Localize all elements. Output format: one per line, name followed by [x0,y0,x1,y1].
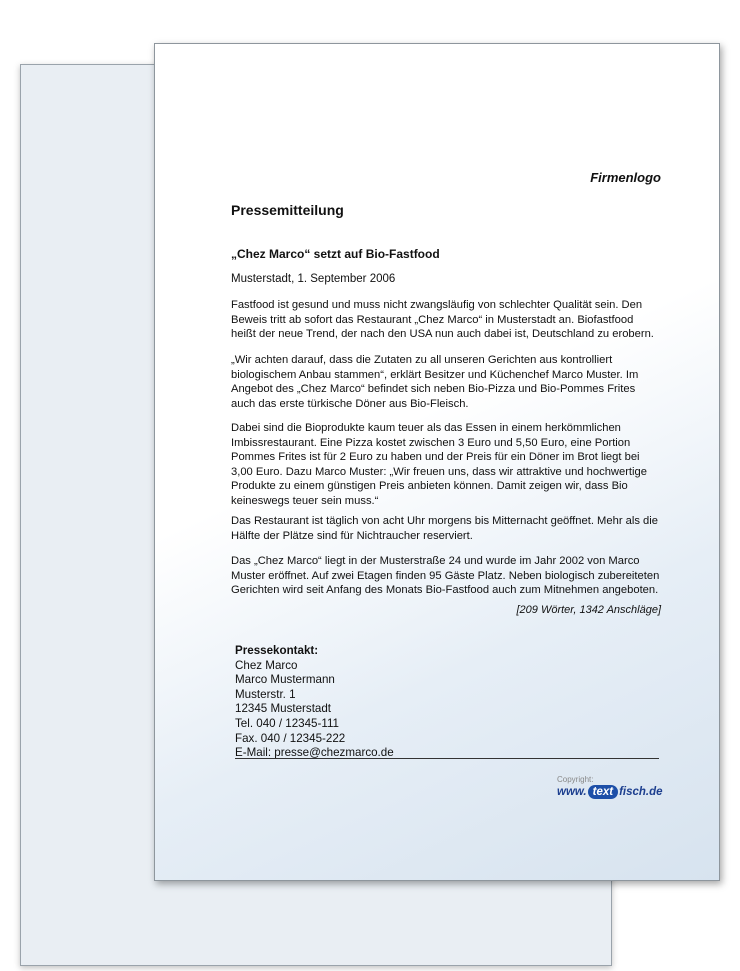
contact-company: Chez Marco [235,658,298,672]
contact-phone: Tel. 040 / 12345-111 [235,716,339,730]
word-count: [209 Wörter, 1342 Anschläge] [516,604,661,616]
brand-prefix: www. [557,786,587,798]
press-headline: „Chez Marco“ setzt auf Bio-Fastfood [231,247,440,261]
press-contact [235,644,394,761]
copyright-label: Copyright: [557,775,594,784]
contact-email: E-Mail: presse@chezmarco.de [235,746,394,760]
paragraph-5: Das „Chez Marco“ liegt in der Musterstraße 24 und wurde im Jahr 2002 von Marco Muster eröffnet. Auf zwei Etagen finden 95 Gäste Platz. Neben biologisch zubereiteten Gerichten wird seit Anfang des Monats Bio-Fastfood auch zum Mitnehmen angeboten. [231,555,660,597]
company-logo-placeholder: Firmenlogo [590,170,661,185]
textfisch-brand-logo [557,785,663,799]
paragraph-2: „Wir achten darauf, dass die Zutaten zu all unseren Gerichten aus kontrolliert biologischem Anbau stammen“, erklärt Besitzer und Küchenchef Marco Muster. Im Angebot des „Chez Marco“ befindet sich neben Bio-Pizza und Bio-Pommes Frites auch das erste türkische Döner aus Bio-Fleisch. [231,354,639,410]
footer-divider [235,758,659,759]
contact-street: Musterstr. 1 [235,687,296,701]
document-page [154,43,720,881]
brand-pill: text [588,785,618,799]
paragraph-1: Fastfood ist gesund und muss nicht zwangsläufig von schlechter Qualität sein. Den Beweis tritt ab sofort das Restaurant „Chez Marco“ in Musterstadt an. Biofastfood heißt der neue Trend, der nach den USA nun auch dabei ist, Deutschland zu erobern. [231,299,654,341]
document-title: Pressemitteilung [231,202,344,218]
paragraph-4: Das Restaurant ist täglich von acht Uhr morgens bis Mitternacht geöffnet. Mehr als die Hälfte der Plätze sind für Nichtraucher reserviert. [231,515,658,542]
brand-suffix: fisch.de [619,786,663,798]
contact-city: 12345 Musterstadt [235,702,332,716]
date-line: Musterstadt, 1. September 2006 [231,273,396,285]
contact-fax: Fax. 040 / 12345-222 [235,731,346,745]
paragraph-3: Dabei sind die Bioprodukte kaum teuer als das Essen in einem herkömmlichen Imbissrestaurant. Eine Pizza kostet zwischen 3 Euro und 5,50 Euro, eine Portion Pommes Frites ist für 2 Euro zu haben und der Preis für ein Döner im Brot liegt bei 3,00 Euro. Dazu Marco Muster: „Wir freuen uns, dass wir attraktive und hochwertige Produkte zu einem günstigen Preis anbieten können. Damit zeigen wir, dass Bio keineswegs teuer sein muss.“ [231,422,647,507]
contact-name: Marco Mustermann [235,673,335,687]
press-contact-title: Pressekontakt: [235,644,319,657]
